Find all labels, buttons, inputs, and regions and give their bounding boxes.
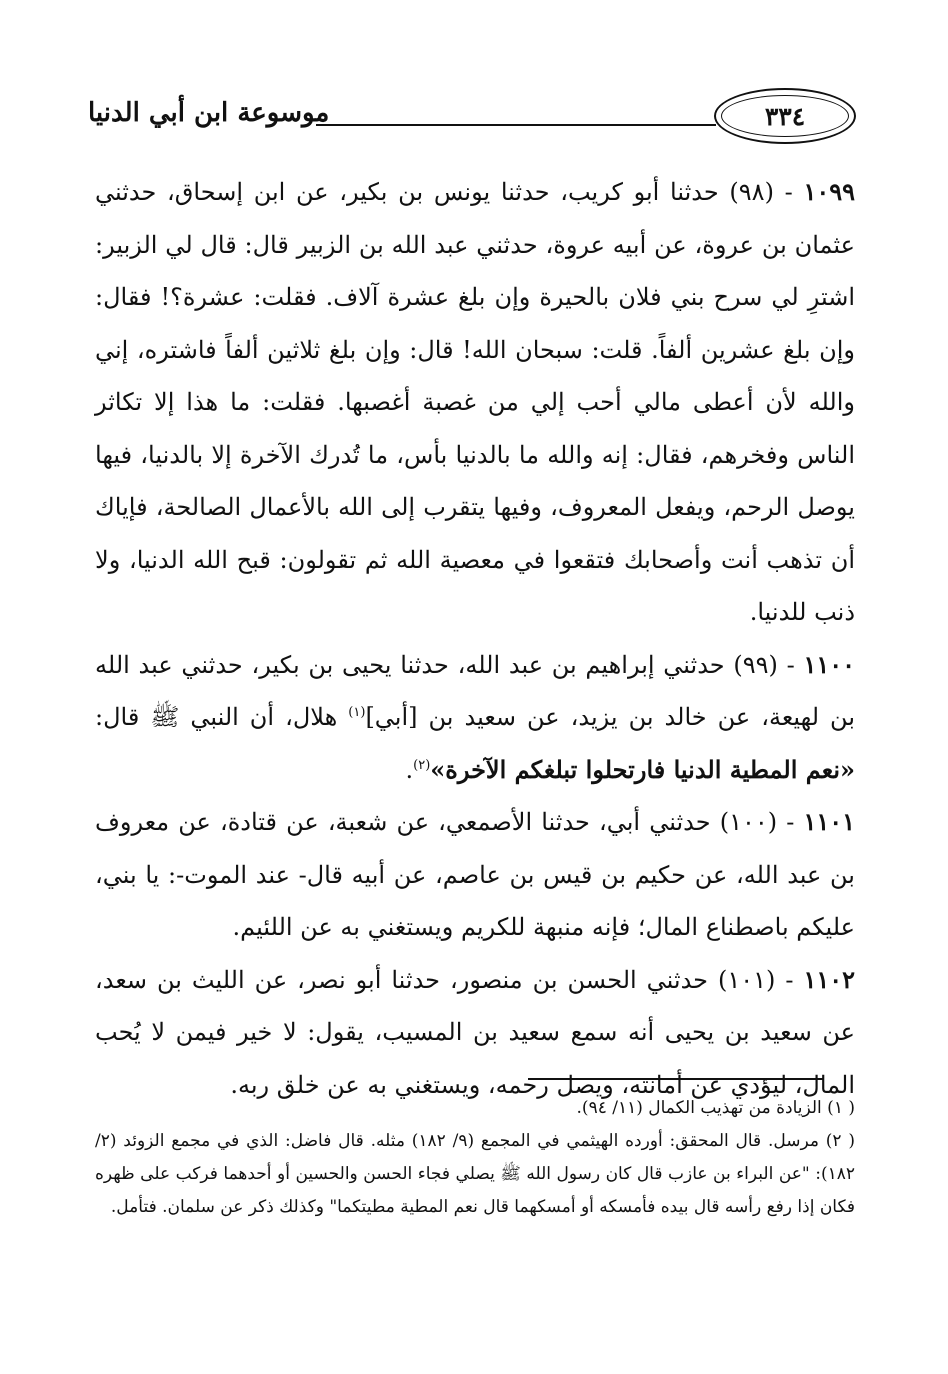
book-title: موسوعة ابن أبي الدنيا [88, 98, 330, 128]
footnote: ( ١) الزيادة من تهذيب الكمال (١١/ ٩٤). [576, 1098, 855, 1118]
footnote: ( ٢) مرسل. قال المحقق: أورده الهيثمي في المجمع (٩/ ١٨٢) مثله. قال فاضل: الذي في مجمع الزوئد (٢/ ١٨٢): "عن البراء بن عازب قال كان رسول الله ﷺ يصلي فجاء الحسن والحسين أو أحدهما فركب على ظهره فكان إذا رفع رأسه قال بيده فأمسكه أو أمسكهما قال نعم المطية مطيتكما" وكذلك ذكر عن سلمان. فتأمل. [95, 1131, 855, 1217]
paragraph-text: - (١٠٠) حدثني أبي، حدثنا الأصمعي، عن شعبة، عن قتادة، عن معروف بن عبد الله، عن حكيم بن قيس بن عاصم، عن أبيه قال- عند الموت-: يا بني، عليكم باصطناع المال؛ فإنه منبهة للكريم ويستغني به عن اللئيم. [95, 808, 855, 941]
footnote-ref[interactable]: (٢) [413, 757, 431, 773]
paragraph-text: هلال، أن النبي ﷺ قال: [95, 703, 349, 731]
footnotes [95, 1092, 855, 1224]
paragraph-text: . [405, 755, 414, 784]
paragraph-text: - (٩٩) حدثني إبراهيم بن عبد الله، حدثنا يحيى بن بكير، حدثني عبد الله بن لهيعة، عن خالد بن يزيد، عن سعيد بن [أبي] [95, 650, 855, 731]
page-number: ٣٣٤ [764, 101, 806, 131]
hadith-number: ١١٠١ [803, 807, 855, 836]
prophetic-saying: «نعم المطية الدنيا فارتحلوا تبلغكم الآخرة» [430, 754, 855, 784]
page-number-oval [714, 88, 856, 144]
footnote-divider [528, 1078, 824, 1080]
paragraph-text: - (١٠١) حدثني الحسن بن منصور، حدثنا أبو نصر، عن الليث بن سعد، عن سعيد بن يحيى أنه سمع سعيد بن المسيب، يقول: لا خير فيمن لا يُحب المال، ليؤدي عن أمانته، ويصل رحمه، ويستغني به عن خلق ربه. [95, 965, 855, 1099]
hadith-paragraph [95, 166, 855, 639]
main-text [95, 166, 855, 1111]
page-header [88, 88, 856, 150]
hadith-number: ١١٠٢ [803, 964, 855, 994]
hadith-number: ١٠٩٩ [803, 177, 855, 206]
hadith-number: ١١٠٠ [803, 649, 856, 679]
hadith-paragraph [95, 796, 855, 954]
hadith-paragraph [95, 954, 855, 1112]
header-rule [316, 124, 716, 126]
hadith-paragraph [95, 639, 855, 797]
footnote-ref[interactable]: (١) [348, 705, 366, 720]
paragraph-text: - (٩٨) حدثنا أبو كريب، حدثنا يونس بن بكير، عن ابن إسحاق، حدثني عثمان بن عروة، عن أبيه عروة، حدثني عبد الله بن الزبير قال: قال لي الزبير: اشترِ لي سرح بني فلان بالحيرة وإن بلغ عشرة آلاف. فقلت: عشرة؟! فقال: وإن بلغ عشرين ألفاً. قلت: سبحان الله! قال: وإن بلغ ثلاثين ألفاً فاشتره، إني والله لأن أعطى مالي أحب إلي من غصبة أغصبها. فقلت: ما هذا إلا تكاثر الناس وفخرهم، فقال: إنه والله ما بالدنيا بأس، ما تُدرك الآخرة إلا بالدنيا، فيها يوصل الرحم، ويفعل المعروف، وفيها يتقرب إلى الله بالأعمال الصالحة، فإياك أن تذهب أنت وأصحابك فتقعوا في معصية الله ثم تقولون: قبح الله الدنيا، ولا ذنب للدنيا. [95, 178, 856, 626]
